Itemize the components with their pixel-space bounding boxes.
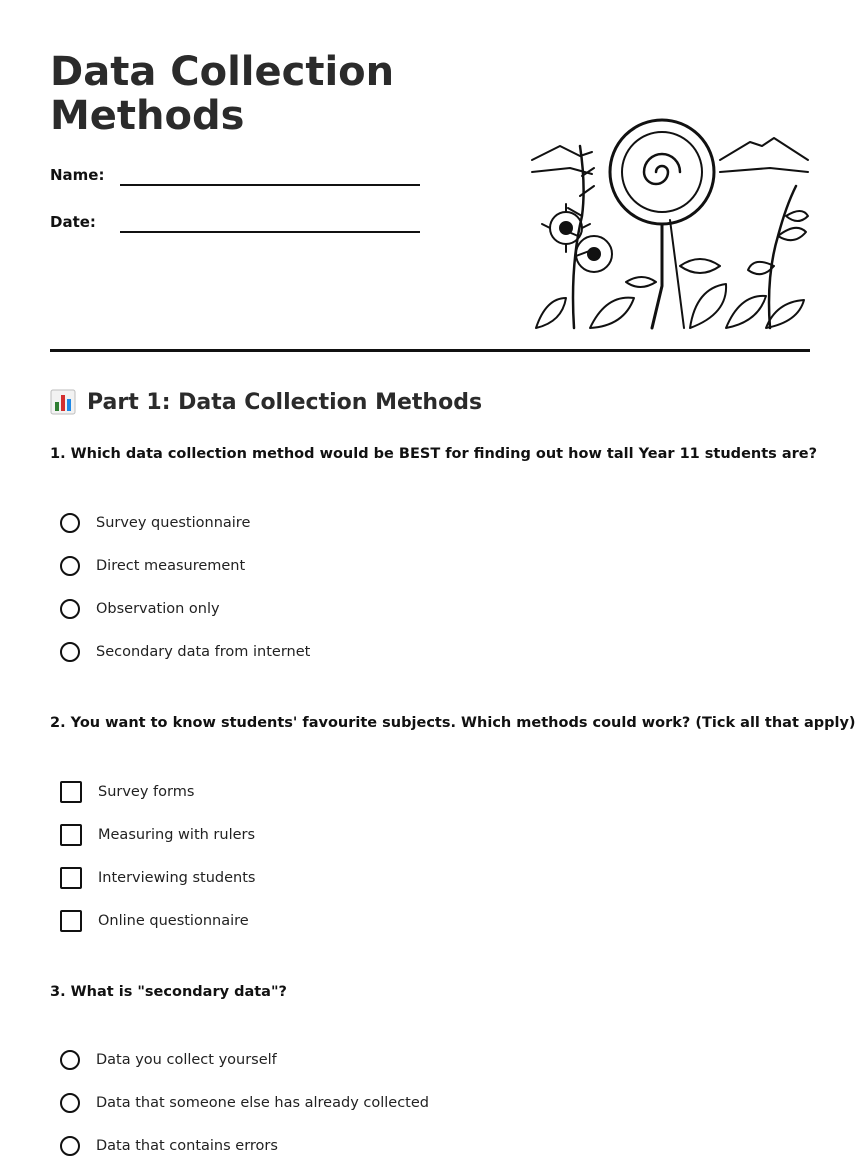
option-label: Data you collect yourself (96, 1052, 277, 1068)
option-label: Observation only (96, 601, 220, 617)
radio-button[interactable] (60, 1136, 80, 1156)
q1-option-survey-questionnaire[interactable] (60, 510, 250, 536)
title-line-2: Methods (50, 93, 245, 139)
option-label: Data that someone else has already collected (96, 1095, 429, 1111)
name-field[interactable] (50, 166, 430, 196)
section-title-text: Part 1: Data Collection Methods (87, 389, 483, 415)
checkbox[interactable] (60, 867, 82, 889)
radio-button[interactable] (60, 599, 80, 619)
name-label: Name: (50, 166, 105, 184)
option-label: Secondary data from internet (96, 644, 311, 660)
date-field[interactable] (50, 213, 430, 243)
title-line-1: Data Collection (50, 49, 395, 95)
radio-button[interactable] (60, 513, 80, 533)
checkbox[interactable] (60, 824, 82, 846)
section-title (50, 389, 482, 415)
bar-chart-icon (50, 389, 76, 415)
question-1: 1. Which data collection method would be BEST for finding out how tall Year 11 students are? (50, 446, 818, 462)
q1-option-secondary-data[interactable] (60, 639, 310, 665)
q1-option-direct-measurement[interactable] (60, 553, 245, 579)
checkbox[interactable] (60, 910, 82, 932)
option-label: Data that contains errors (96, 1138, 278, 1154)
option-label: Survey forms (98, 784, 195, 800)
radio-button[interactable] (60, 642, 80, 662)
q3-option-contains-errors[interactable] (60, 1133, 278, 1159)
header-divider (50, 349, 810, 352)
q3-option-collect-yourself[interactable] (60, 1047, 277, 1073)
question-2: 2. You want to know students' favourite subjects. Which methods could work? (Tick all that apply) (50, 715, 856, 731)
option-label: Online questionnaire (98, 913, 249, 929)
q2-option-survey-forms[interactable] (60, 779, 194, 805)
q3-option-someone-else[interactable] (60, 1090, 429, 1116)
checkbox[interactable] (60, 781, 82, 803)
option-label: Survey questionnaire (96, 515, 251, 531)
q2-option-measuring-rulers[interactable] (60, 822, 255, 848)
name-line[interactable] (120, 184, 420, 186)
q2-option-online-questionnaire[interactable] (60, 908, 249, 934)
radio-button[interactable] (60, 556, 80, 576)
option-label: Interviewing students (98, 870, 256, 886)
radio-button[interactable] (60, 1093, 80, 1113)
date-line[interactable] (120, 231, 420, 233)
option-label: Direct measurement (96, 558, 246, 574)
fern-flower-illustration (530, 116, 810, 330)
option-label: Measuring with rulers (98, 827, 256, 843)
page-title (50, 50, 410, 138)
worksheet-header (50, 50, 810, 350)
q1-option-observation-only[interactable] (60, 596, 220, 622)
question-3: 3. What is "secondary data"? (50, 984, 287, 1000)
radio-button[interactable] (60, 1050, 80, 1070)
date-label: Date: (50, 213, 96, 231)
q2-option-interviewing[interactable] (60, 865, 255, 891)
